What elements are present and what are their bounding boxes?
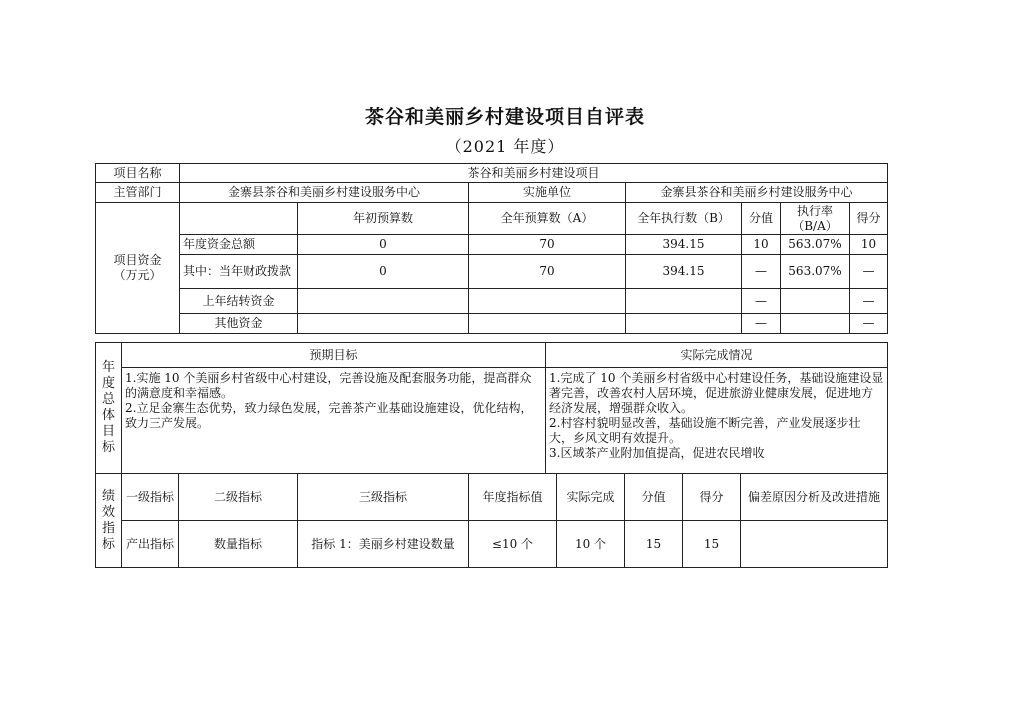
performance-cell: 产出指标 [122,521,179,568]
goals-side-char: 年 [101,360,115,375]
goals-side-char: 度 [101,376,115,391]
funds-cell [469,314,626,334]
funds-header-cell: 执行率（B/A） [781,203,850,235]
performance-cell: 15 [683,521,741,568]
department-row [96,183,888,203]
funds-cell: 10 [850,235,888,255]
performance-row [96,521,888,568]
document-subtitle: （2021 年度） [445,137,565,156]
performance-header-row [96,474,888,521]
performance-cell: ≤10 个 [469,521,557,568]
goals-header-row [96,343,888,368]
performance-cell: 数量指标 [179,521,298,568]
actual-result-line: 2.村容村貌明显改善，基础设施不断完善，产业发展逐步壮大，乡风文明有效提升。 [549,416,861,445]
project-info-table [95,163,888,334]
performance-side-char: 绩 [101,488,115,504]
funds-row-label: 其中：当年财政拨款 [180,255,298,289]
goals-side-label [96,343,122,474]
funds-row-label: 年度资金总额 [180,235,298,255]
department-label: 主管部门 [96,183,180,203]
funds-cell [298,289,469,314]
project-name-row [96,164,888,183]
goals-table [95,342,888,474]
performance-side-char: 效 [101,504,115,520]
funds-cell: 70 [469,255,626,289]
funds-cell: — [850,289,888,314]
performance-header-cell: 二级指标 [179,474,298,521]
performance-side-label [96,474,122,568]
implementer-value: 金寨县茶谷和美丽乡村建设服务中心 [626,183,888,203]
funds-cell: 70 [469,235,626,255]
performance-header-cell: 得分 [683,474,741,521]
funds-header-cell: 分值 [742,203,781,235]
implementer-label: 实施单位 [469,183,626,203]
funds-cell: — [850,314,888,334]
actual-result-line: 1.完成了 10 个美丽乡村省级中心村建设任务，基础设施建设显著完善，改善农村人居环境，促进旅游业健康发展，促进地方经济发展，增强群众收入。 [549,371,884,415]
funds-cell: 563.07% [781,235,850,255]
funds-cell: — [742,255,781,289]
performance-header-cell: 实际完成 [557,474,625,521]
funds-row-label: 其他资金 [180,314,298,334]
funds-header-cell: 得分 [850,203,888,235]
funds-cell: 394.15 [626,235,742,255]
performance-header-cell: 三级指标 [298,474,469,521]
expected-goal-text [122,368,546,474]
funds-cell: — [742,314,781,334]
performance-cell: 指标 1：美丽乡村建设数量 [298,521,469,568]
performance-side-char: 标 [101,536,115,552]
funds-cell: 10 [742,235,781,255]
performance-header-cell: 分值 [625,474,683,521]
goals-content-row [96,368,888,474]
funds-label-line1: 项目资金 [113,253,162,267]
goals-side-char: 目 [101,424,115,439]
funds-cell [781,314,850,334]
expected-goal-line: 2.立足金寨生态优势，致力绿色发展，完善茶产业基础设施建设，优化结构，致力三产发展。 [125,401,533,430]
funds-cell [298,314,469,334]
performance-side-char: 指 [101,520,115,536]
funds-row [96,289,888,314]
performance-cell: 10 个 [557,521,625,568]
funds-header-blank [180,203,298,235]
goals-side-char: 体 [101,408,115,423]
funds-header-cell: 全年预算数（A） [469,203,626,235]
funds-cell: — [850,255,888,289]
funds-header-cell: 年初预算数 [298,203,469,235]
funds-row [96,235,888,255]
funds-header-row [96,203,888,235]
funds-row [96,314,888,334]
funds-cell: 0 [298,255,469,289]
goals-side-char: 标 [101,440,115,455]
funds-label [96,203,180,334]
expected-goal-header: 预期目标 [122,343,546,368]
funds-cell: 394.15 [626,255,742,289]
actual-result-header: 实际完成情况 [546,343,888,368]
performance-cell: 15 [625,521,683,568]
funds-cell [626,289,742,314]
performance-header-cell: 偏差原因分析及改进措施 [741,474,888,521]
funds-cell [781,289,850,314]
goals-side-char: 总 [101,392,115,407]
actual-result-line: 3.区域茶产业附加值提高，促进农民增收 [549,446,765,460]
funds-label-line2: （万元） [113,268,162,282]
performance-header-cell: 一级指标 [122,474,179,521]
department-value: 金寨县茶谷和美丽乡村建设服务中心 [180,183,469,203]
performance-cell [741,521,888,568]
funds-cell: 0 [298,235,469,255]
performance-header-cell: 年度指标值 [469,474,557,521]
project-name-value: 茶谷和美丽乡村建设项目 [180,164,888,183]
funds-header-cell: 全年执行数（B） [626,203,742,235]
expected-goal-line: 1.实施 10 个美丽乡村省级中心村建设，完善设施及配套服务功能，提高群众的满意度和幸福感。 [125,371,532,400]
actual-result-text [546,368,888,474]
project-name-label: 项目名称 [96,164,180,183]
funds-cell: — [742,289,781,314]
funds-cell: 563.07% [781,255,850,289]
funds-row-label: 上年结转资金 [180,289,298,314]
document-title: 茶谷和美丽乡村建设项目自评表 [364,106,645,128]
funds-row [96,255,888,289]
funds-cell [469,289,626,314]
funds-cell [626,314,742,334]
performance-table [95,473,888,568]
